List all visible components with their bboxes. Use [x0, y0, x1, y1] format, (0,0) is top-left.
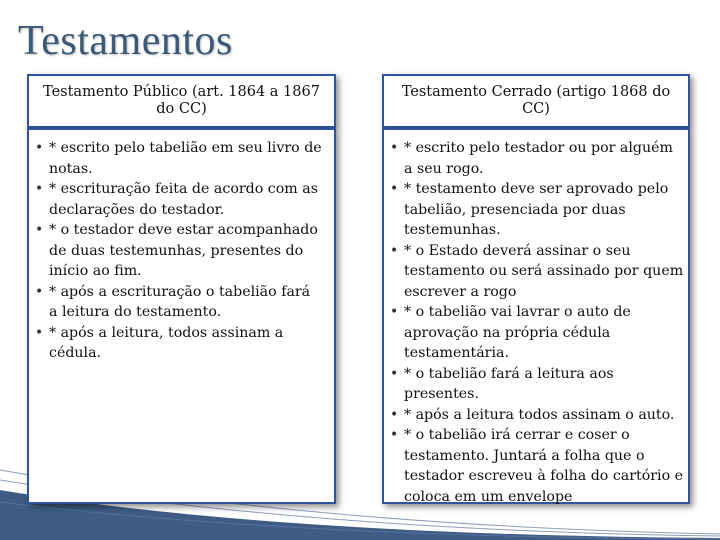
left-header-text: Testamento Público (art. 1864 a 1867 do CC) — [43, 84, 320, 117]
list-item: • * escrito pelo tabelião em seu livro de notas. — [33, 138, 322, 179]
list-item: • * o tabelião irá cerrar e coser o testamento. Juntará a folha que o testador escreveu à folha do cartório e coloca em um envelope — [388, 425, 684, 507]
list-item: • * o tabelião vai lavrar o auto de aprovação na própria cédula testamentária. — [388, 302, 684, 364]
left-column-header — [27, 74, 336, 128]
right-header-text: Testamento Cerrado (artigo 1868 do CC) — [401, 84, 671, 117]
list-item: • * o testador deve estar acompanhado de duas testemunhas, presentes do início ao fim. — [33, 220, 322, 282]
page-title: Testamentos — [18, 18, 233, 64]
list-item: • * após a leitura todos assinam o auto. — [388, 405, 684, 426]
list-item: • * o tabelião fará a leitura aos presentes. — [388, 364, 684, 405]
list-item: • * testamento deve ser aprovado pelo tabelião, presenciada por duas testemunhas. — [388, 179, 684, 241]
list-item: • * após a leitura, todos assinam a cédula. — [33, 323, 322, 364]
list-item: • * após a escrituração o tabelião fará a leitura do testamento. — [33, 282, 322, 323]
right-bullet-list — [388, 138, 684, 507]
list-item: • * o Estado deverá assinar o seu testamento ou será assinado por quem escrever a rogo — [388, 241, 684, 303]
list-item: • * escrituração feita de acordo com as declarações do testador. — [33, 179, 322, 220]
list-item: • * escrito pelo testador ou por alguém a seu rogo. — [388, 138, 684, 179]
left-column-body — [27, 128, 336, 504]
right-column-header — [382, 74, 690, 128]
right-column-body — [382, 128, 690, 504]
left-bullet-list — [33, 138, 322, 364]
